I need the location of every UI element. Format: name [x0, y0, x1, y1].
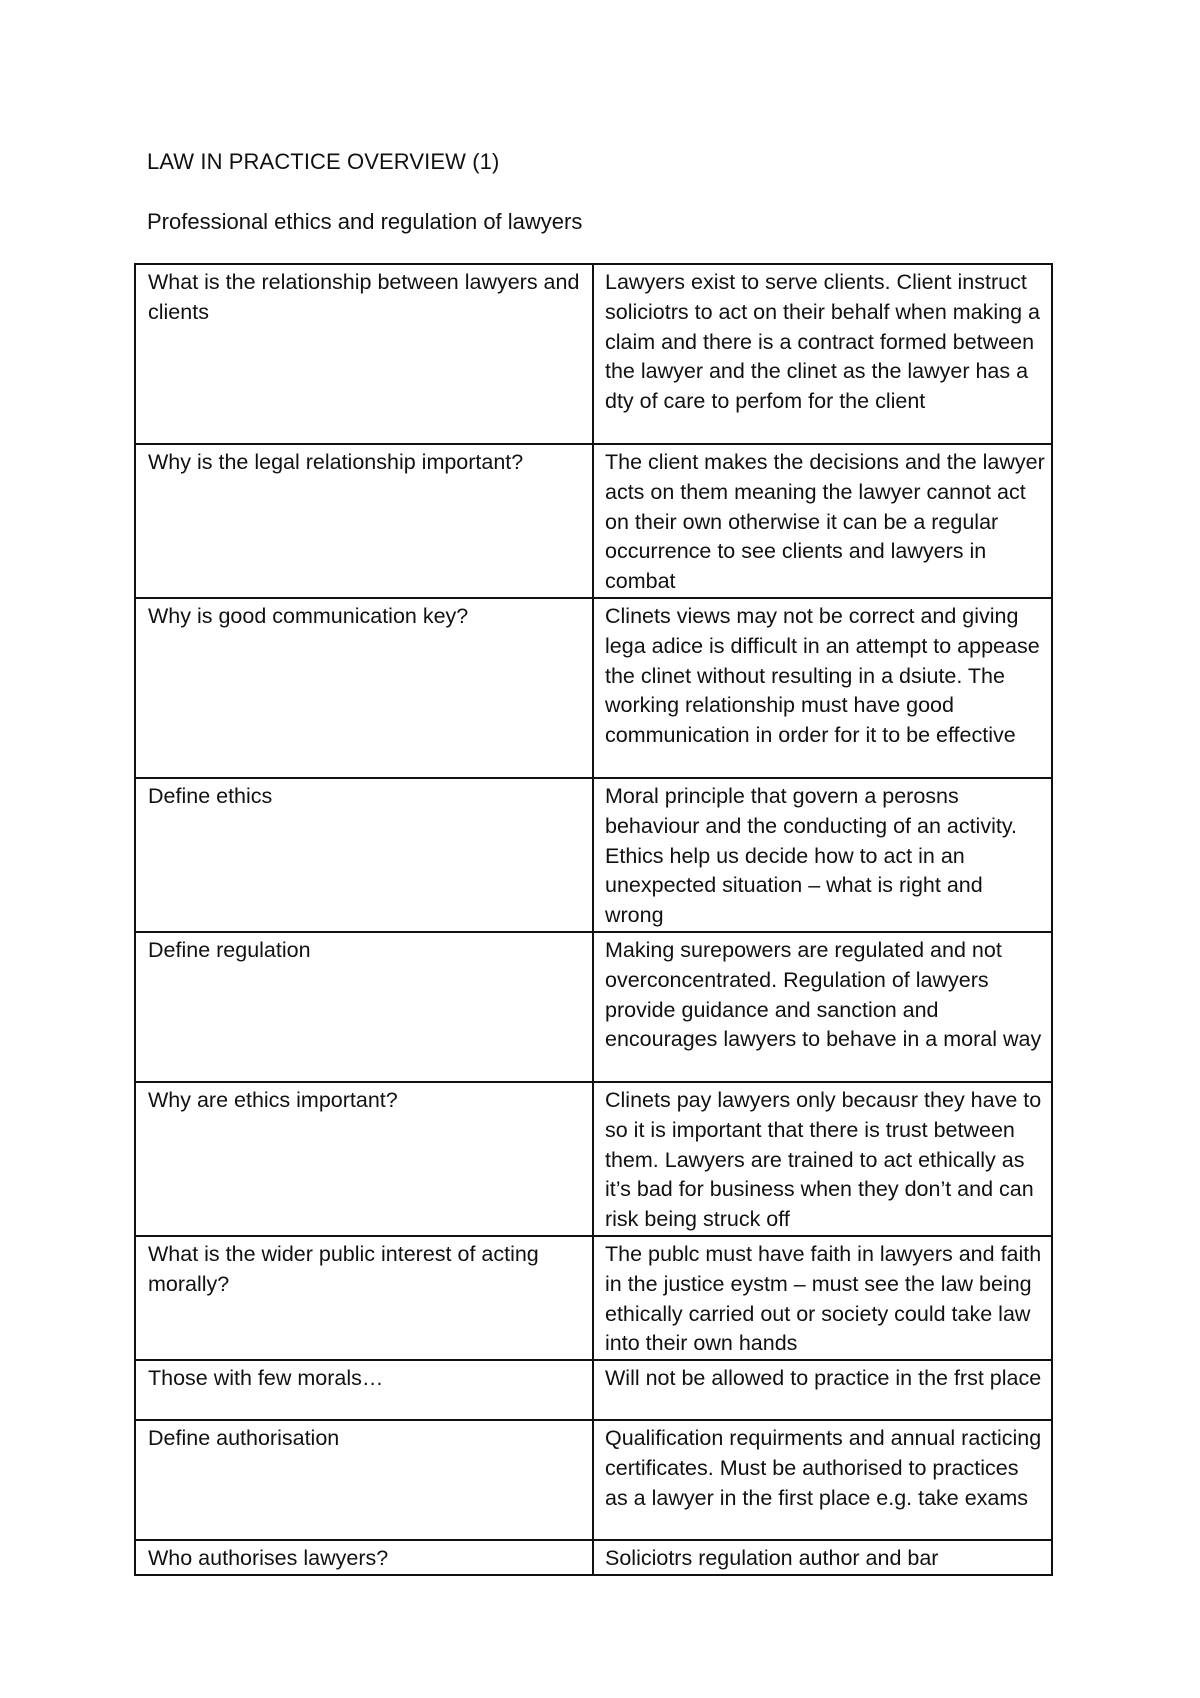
question-text: Define ethics [148, 783, 273, 808]
question-cell [135, 264, 593, 444]
question-cell [135, 1420, 593, 1540]
answer-cell [593, 264, 1052, 444]
question-cell [135, 598, 593, 778]
table-row [135, 264, 1052, 444]
answer-text: The publc must have faith in lawyers and faith in the justice eystm – must see the law being ethically carried out or society could take law into their own hands [605, 1241, 1042, 1356]
page-subtitle: Professional ethics and regulation of lawyers [147, 209, 583, 234]
answer-text: Qualification requirments and annual racticing certificates. Must be authorised to practices as a lawyer in the first place e.g. take exams [605, 1426, 1042, 1510]
table-row [135, 1540, 1052, 1575]
answer-text: Will not be allowed to practice in the frst place [605, 1366, 1042, 1391]
table-row [135, 1360, 1052, 1420]
table-row [135, 598, 1052, 778]
question-text: What is the relationship between lawyers and clients [148, 270, 580, 324]
answer-cell [593, 444, 1052, 598]
question-cell [135, 1540, 593, 1575]
answer-text: The client makes the decisions and the lawyer acts on them meaning the lawyer cannot act on their own otherwise it can be a regular occurrence to see clients and lawyers in combat [605, 450, 1045, 594]
answer-cell [593, 1236, 1052, 1360]
table-row [135, 444, 1052, 598]
table-row [135, 1082, 1052, 1236]
table-row [135, 932, 1052, 1082]
answer-text: Clinets pay lawyers only becausr they have to so it is important that there is trust between them. Lawyers are trained to act ethically as it’s bad for business when they don’t and can risk being struck off [605, 1087, 1042, 1232]
question-text: Define authorisation [148, 1426, 340, 1451]
answer-cell [593, 598, 1052, 778]
answer-cell [593, 1540, 1052, 1575]
answer-cell [593, 1360, 1052, 1420]
question-cell [135, 778, 593, 932]
question-text: Why are ethics important? [148, 1087, 398, 1112]
answer-cell [593, 932, 1052, 1082]
answer-text: Moral principle that govern a perosns behaviour and the conducting of an activity. Ethics help us decide how to act in an unexpected situation – what is right and wrong [605, 783, 1017, 928]
question-cell [135, 932, 593, 1082]
question-text: Why is good communication key? [148, 603, 469, 628]
answer-cell [593, 1420, 1052, 1540]
question-cell [135, 1082, 593, 1236]
page-title: LAW IN PRACTICE OVERVIEW (1) [147, 149, 500, 174]
answer-text: Clinets views may not be correct and giving lega adice is difficult in an attempt to appease the clinet without resulting in a dsiute. The working relationship must have good communication in order for it to be effective [605, 603, 1040, 748]
question-cell [135, 444, 593, 598]
table-row [135, 1236, 1052, 1360]
answer-text: Making surepowers are regulated and not overconcentrated. Regulation of lawyers provide guidance and sanction and encourages lawyers to behave in a moral way [605, 937, 1042, 1052]
table-row [135, 778, 1052, 932]
qa-table [134, 263, 1053, 1576]
question-text: Why is the legal relationship important? [148, 450, 524, 474]
question-text: Who authorises lawyers? [148, 1546, 389, 1571]
question-text: Those with few morals… [148, 1366, 384, 1391]
table-row [135, 1420, 1052, 1540]
answer-text: Lawyers exist to serve clients. Client instruct soliciotrs to act on their behalf when making a claim and there is a contract formed between the lawyer and the clinet as the lawyer has a dty of care to perfom for the client [605, 270, 1041, 414]
question-text: Define regulation [148, 937, 311, 962]
answer-cell [593, 778, 1052, 932]
answer-cell [593, 1082, 1052, 1236]
question-text: What is the wider public interest of acting morally? [148, 1241, 539, 1296]
question-cell [135, 1236, 593, 1360]
question-cell [135, 1360, 593, 1420]
answer-text: Soliciotrs regulation author and bar [605, 1546, 939, 1571]
